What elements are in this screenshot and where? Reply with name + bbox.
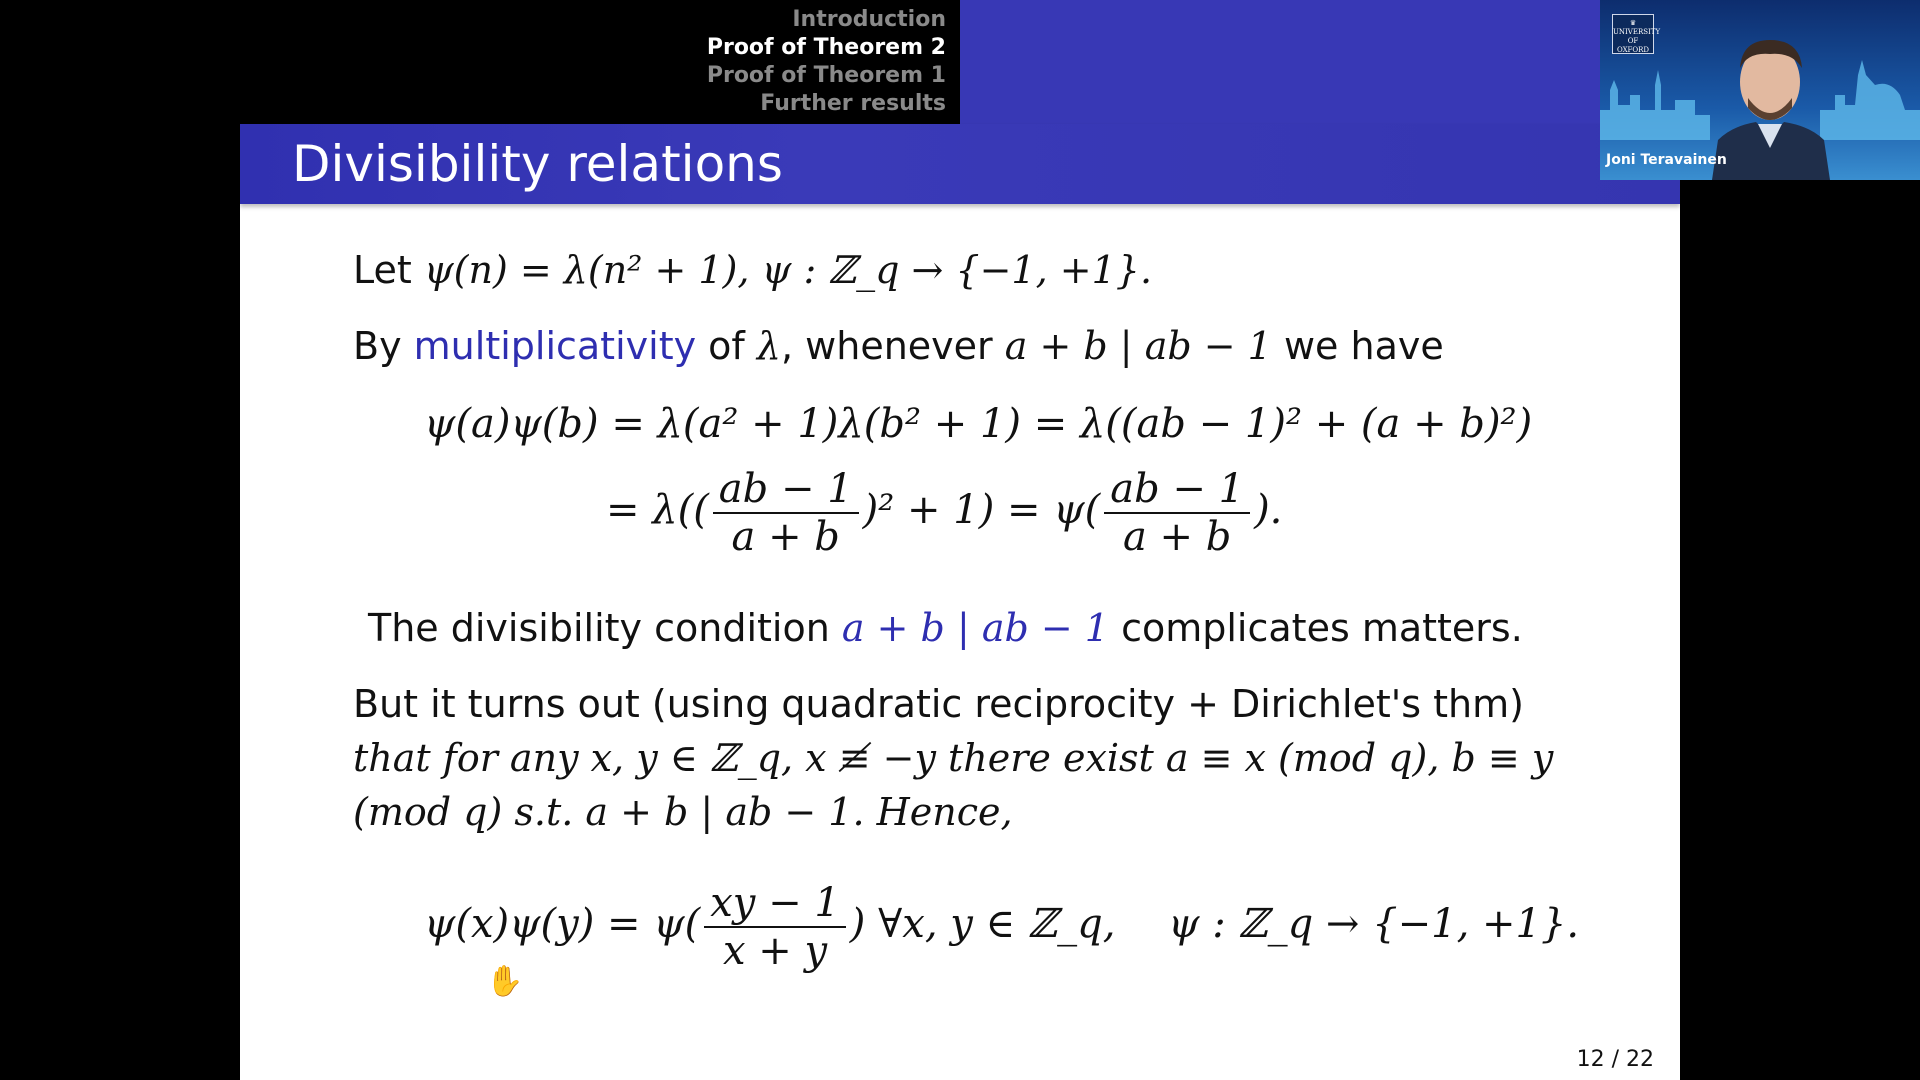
by-word: By (353, 324, 402, 368)
text-of: of (708, 324, 745, 368)
hence-text: (mod q) s.t. a + b | ab − 1. Hence, (353, 790, 1013, 834)
complication-line (368, 604, 1523, 652)
equation-2-mid: )² + 1) = ψ( (862, 487, 1101, 533)
hence-line (353, 788, 1013, 836)
equation-3-lead: ψ(x)ψ(y) = ψ( (424, 901, 701, 947)
fraction-numerator: ab − 1 (713, 466, 859, 514)
multiplicativity-link[interactable]: multiplicativity (413, 324, 697, 368)
equation-2 (606, 460, 1282, 560)
logo-text: UNIVERSITY OF OXFORD (1613, 28, 1661, 54)
reciprocity-line: But it turns out (using quadratic reciprocity + Dirichlet's thm) (353, 682, 1524, 726)
hand-cursor-icon: ✋ (486, 964, 524, 999)
text-divisibility-condition: The divisibility condition (368, 606, 830, 650)
text-whenever: , whenever (781, 324, 993, 368)
equation-3-tail: ) ∀x, y ∈ ℤ_q, (849, 901, 1116, 947)
text-we-have: we have (1283, 324, 1444, 368)
slide (240, 0, 1680, 1080)
participant-name: Joni Teravainen (1606, 152, 1727, 168)
lambda-symbol: λ (756, 324, 781, 368)
fraction-numerator: xy − 1 (704, 880, 846, 928)
fraction-2 (1104, 466, 1250, 560)
equation-2-lead: = λ(( (606, 487, 709, 533)
equation-1 (424, 400, 1532, 448)
fraction-1 (713, 466, 859, 560)
let-word: Let (353, 248, 412, 292)
nav-item[interactable]: Introduction (792, 7, 946, 32)
existence-text: that for any x, y ∈ ℤ_q, x ≢ −y there exist a ≡ x (mod q), b ≡ y (353, 736, 1554, 780)
fraction-3 (704, 880, 846, 974)
text-complicates: complicates matters. (1121, 606, 1523, 650)
fraction-denominator: x + y (722, 928, 828, 974)
nav-item[interactable]: Proof of Theorem 1 (706, 63, 946, 88)
divisibility-math: a + b | ab − 1 (1004, 324, 1272, 368)
webcam-video[interactable] (1600, 0, 1920, 180)
slide-headline (240, 0, 1680, 124)
slide-body (240, 204, 1680, 1080)
slide-title: Divisibility relations (292, 135, 783, 193)
frame-title-bar (240, 124, 1680, 204)
nav-item-active[interactable]: Proof of Theorem 2 (706, 35, 946, 60)
equation-2-tail: ). (1254, 487, 1283, 533)
definition-math: ψ(n) = λ(n² + 1), ψ : ℤ_q → {−1, +1}. (423, 248, 1153, 292)
page-number: 12 / 22 (1576, 1047, 1654, 1072)
highlighted-math: a + b | ab − 1 (841, 606, 1109, 650)
multiplicativity-line (353, 322, 1444, 370)
section-navigation (707, 6, 946, 118)
equation-1-text: ψ(a)ψ(b) = λ(a² + 1)λ(b² + 1) = λ((ab − 1)² + (a + b)²) (424, 401, 1533, 447)
oxford-logo-icon: ♛ UNIVERSITY OF OXFORD (1612, 14, 1654, 54)
fraction-denominator: a + b (1122, 514, 1232, 560)
existence-line (353, 734, 1553, 782)
nav-item[interactable]: Further results (760, 91, 946, 116)
equation-3-rest: ψ : ℤ_q → {−1, +1}. (1168, 901, 1580, 947)
fraction-denominator: a + b (731, 514, 840, 560)
fraction-numerator: ab − 1 (1104, 466, 1250, 514)
equation-3 (424, 874, 1579, 974)
definition-line (353, 246, 1152, 294)
headline-color-band (960, 0, 1680, 124)
